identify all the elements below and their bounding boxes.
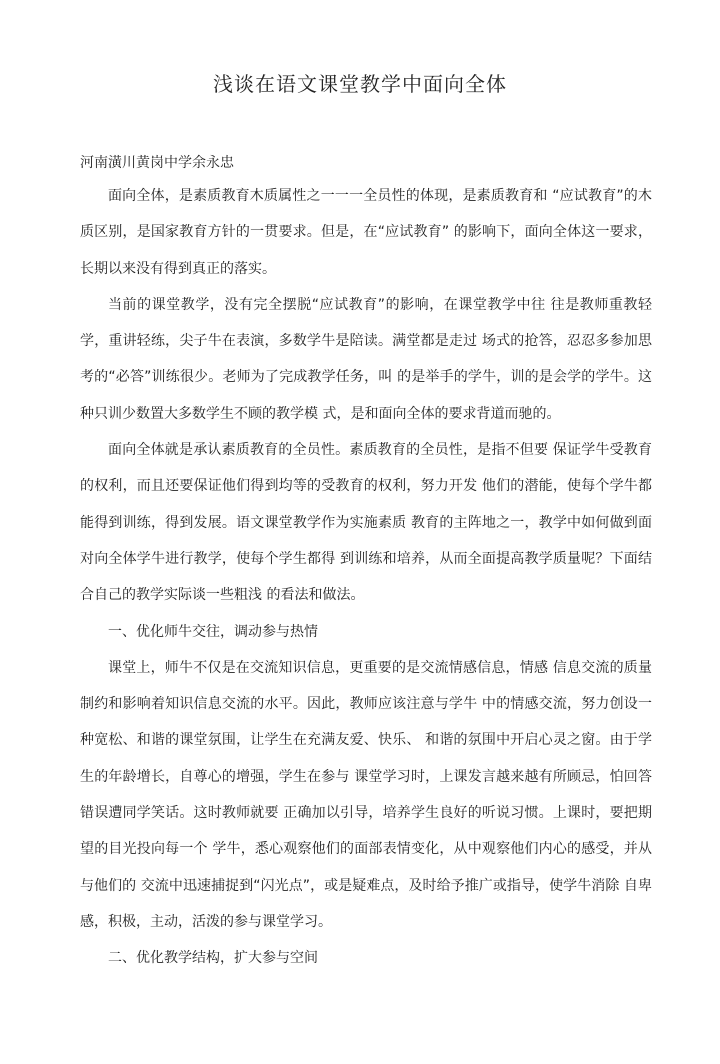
author-line: 河南潢川黄岗中学余永忠	[80, 155, 234, 171]
paragraph: 面向全体就是承认素质教育的全员性。素质教育的全员性，是指不但要 保证学牛受教育的权利，而且还要保证他们得到均等的受教育的权利，努力开发 他们的潜能，使每个学牛都能得到训练，得到发展。语文课堂教学作为实施素质 教育的主阵地之一，教学中如何做到面对向全体学牛进行教学，使每个学生都得 到训练和培养，从而全面提高教学质量呢？下面结合自己的教学实际谈一些粗浅 的看法和做法。	[80, 442, 652, 604]
section-heading: 二、优化教学结构，扩大参与空间	[108, 950, 318, 967]
paragraph: 当前的课堂教学，没有完全摆脱“应试教育”的影响，在课堂教学中往 往是教师重教轻学，重讲轻练，尖子牛在表演，多数学牛是陪读。满堂都是走过 场式的抢答，忍忍多参加思考的“必答”训练很少。老师为了完成教学任务，叫 的是举手的学牛，训的是会学的学牛。这种只训少数置大多数学生不顾的教学模 式，是和面向全体的要求背道而驰的。	[80, 296, 652, 422]
page-title: 浅谈在语文课堂教学中面向全体	[213, 72, 507, 96]
paragraph: 课堂上，师牛不仅是在交流知识信息，更重要的是交流情感信息，情感 信息交流的质量制约和影响着知识信息交流的水平。因此，教师应该注意与学牛 中的情感交流，努力创设一种宽松、和谐的课堂氛围，让学生在充满友爱、快乐、 和谐的氛围中开启心灵之窗。由于学生的年龄增长，自尊心的增强，学生在参与 课堂学习时，上课发言越来越有所顾忌，怕回答错误遭同学笑话。这时教师就要 正确加以引导，培养学生良好的听说习惯。上课时，要把期望的目光投向每一个 学牛，悉心观察他们的面部表情变化，从中观察他们内心的感受，并从与他们的 交流中迅速捕捉到“闪光点”，或是疑难点，及时给予推广或指导，使学牛消除 自卑感，积极，主动，活泼的参与课堂学习。	[80, 659, 652, 930]
section-heading: 一、优化师牛交往，调动参与热情	[108, 623, 318, 640]
article-body	[80, 178, 652, 977]
paragraph: 面向全体，是素质教育木质属性之一一一全员性的体现，是素质教育和 “应试教育”的木质区别，是国家教育方针的一贯要求。但是，在“应试教育” 的影响下，面向全体这一要求，长期以来没有得到真正的落实。	[80, 188, 652, 277]
